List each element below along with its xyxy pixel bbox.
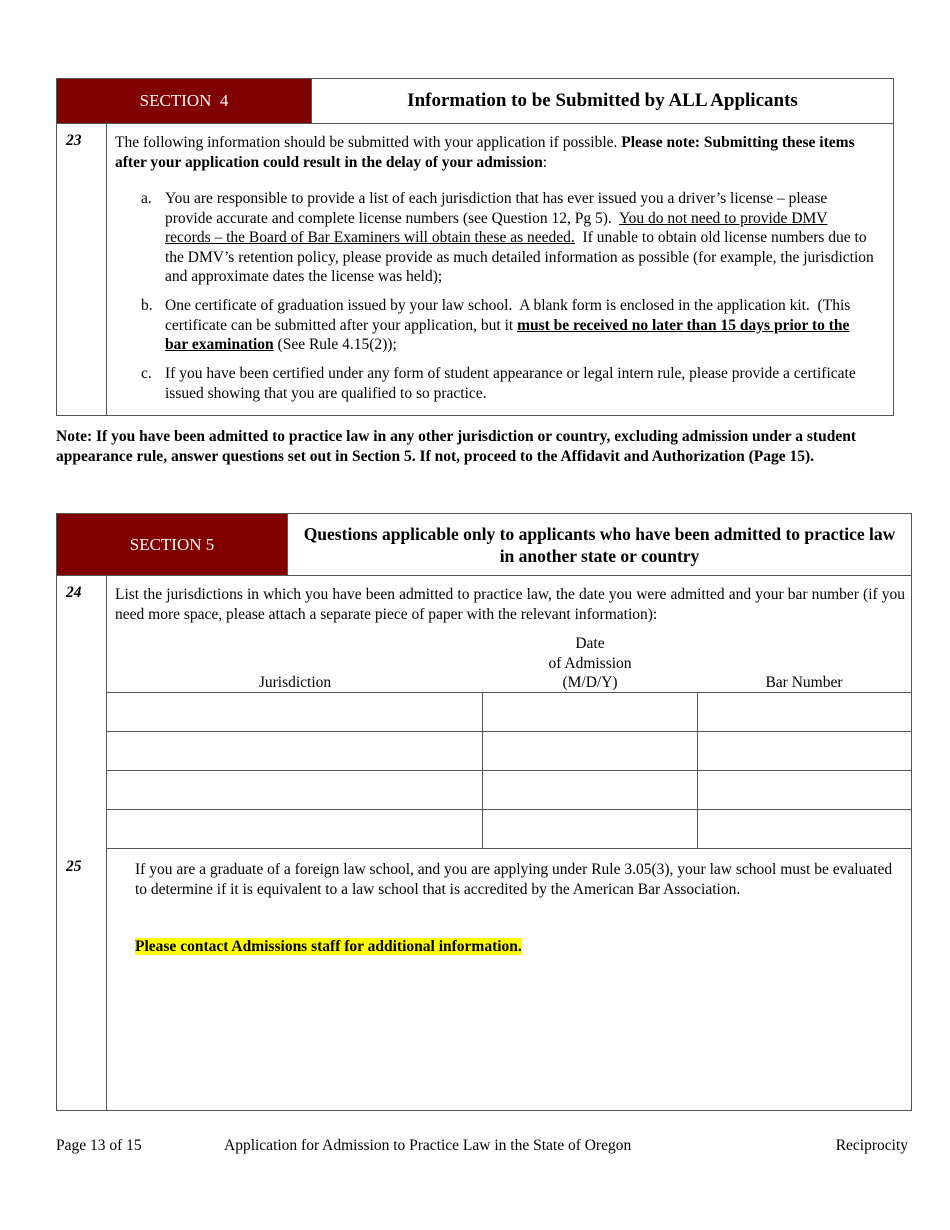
question-25-text: If you are a graduate of a foreign law school, and you are applying under Rule 3.05(3), your law school must be evaluated to determine if it is equivalent to a law school that is accredited by the American Bar Association.: [135, 861, 893, 898]
section4-number-column-divider: [106, 124, 107, 415]
question-23-intro: The following information should be submitted with your application if possible. Please note: Submitting these items after your application could result in the delay of your admission:: [115, 134, 855, 171]
question-24-text: List the jurisdictions in which you have been admitted to practice law, the date you were admitted and your bar number (if you need more space, please attach a separate piece of paper with the relevant information):: [115, 586, 905, 623]
question-23-item-c: c. If you have been certified under any form of student appearance or legal intern rule, please provide a certificate issued showing that you are qualified to so practice.: [141, 365, 856, 402]
section5-instruction-note: Note: If you have been admitted to practice law in any other jurisdiction or country, excluding admission under a student appearance rule, answer questions set out in Section 5. If not, proceed to the Affidavit and Authorization (Page 15).: [56, 428, 856, 465]
table-header-jurisdiction: Jurisdiction: [258, 674, 332, 691]
section4-header-divider: [57, 123, 893, 124]
table-row: [107, 810, 911, 849]
bar-number-cell[interactable]: [698, 771, 911, 810]
date-of-admission-cell[interactable]: [483, 732, 697, 771]
question-24-number: 24: [66, 584, 82, 601]
question-25-number: 25: [66, 858, 82, 875]
date-of-admission-cell[interactable]: [483, 771, 697, 810]
jurisdiction-cell[interactable]: [107, 732, 483, 771]
question-25-highlight: Please contact Admissions staff for additional information.: [135, 938, 522, 955]
table-row: [107, 771, 911, 810]
footer-document-title: Application for Admission to Practice Law in the State of Oregon: [224, 1137, 632, 1154]
date-of-admission-cell[interactable]: [483, 810, 697, 849]
table-header-date-of-admission: Date of Admission (M/D/Y): [548, 635, 632, 691]
question-23-item-b: b. One certificate of graduation issued by your law school. A blank form is enclosed in the application kit. (This certificate can be submitted after your application, but it must be received no later than 15 days prior to the bar examination (See Rule 4.15(2));: [141, 297, 855, 353]
jurisdiction-cell[interactable]: [107, 810, 483, 849]
section5-header-divider: [57, 575, 911, 576]
footer-section-name: Reciprocity: [835, 1137, 908, 1154]
section5-label: SECTION 5: [57, 514, 287, 575]
date-of-admission-cell[interactable]: [483, 693, 697, 732]
section5-title: Questions applicable only to applicants who have been admitted to practice law in another state or country: [287, 514, 911, 575]
question-23-number: 23: [66, 132, 82, 149]
footer-page-number: Page 13 of 15: [56, 1137, 142, 1154]
jurisdiction-cell[interactable]: [107, 693, 483, 732]
bar-number-cell[interactable]: [698, 732, 911, 771]
table-row: [107, 732, 911, 771]
table-row: [107, 693, 911, 732]
admissions-table: [107, 692, 911, 849]
question-23-item-a: a. You are responsible to provide a list of each jurisdiction that has ever issued you a driver’s license – please provide accurate and complete license numbers (see Question 12, Pg 5). You do not need to provide DMV records – the Board of Bar Examiners will obtain these as needed. If unable to obtain old license numbers due to the DMV’s retention policy, please provide as much detailed information as possible (for example, the jurisdiction and approximate dates the license was held);: [141, 190, 878, 285]
bar-number-cell[interactable]: [698, 693, 911, 732]
table-header-bar-number: Bar Number: [765, 674, 843, 691]
section4-title: Information to be Submitted by ALL Applicants: [311, 79, 893, 123]
bar-number-cell[interactable]: [698, 810, 911, 849]
jurisdiction-cell[interactable]: [107, 771, 483, 810]
section4-label: SECTION 4: [57, 79, 311, 123]
